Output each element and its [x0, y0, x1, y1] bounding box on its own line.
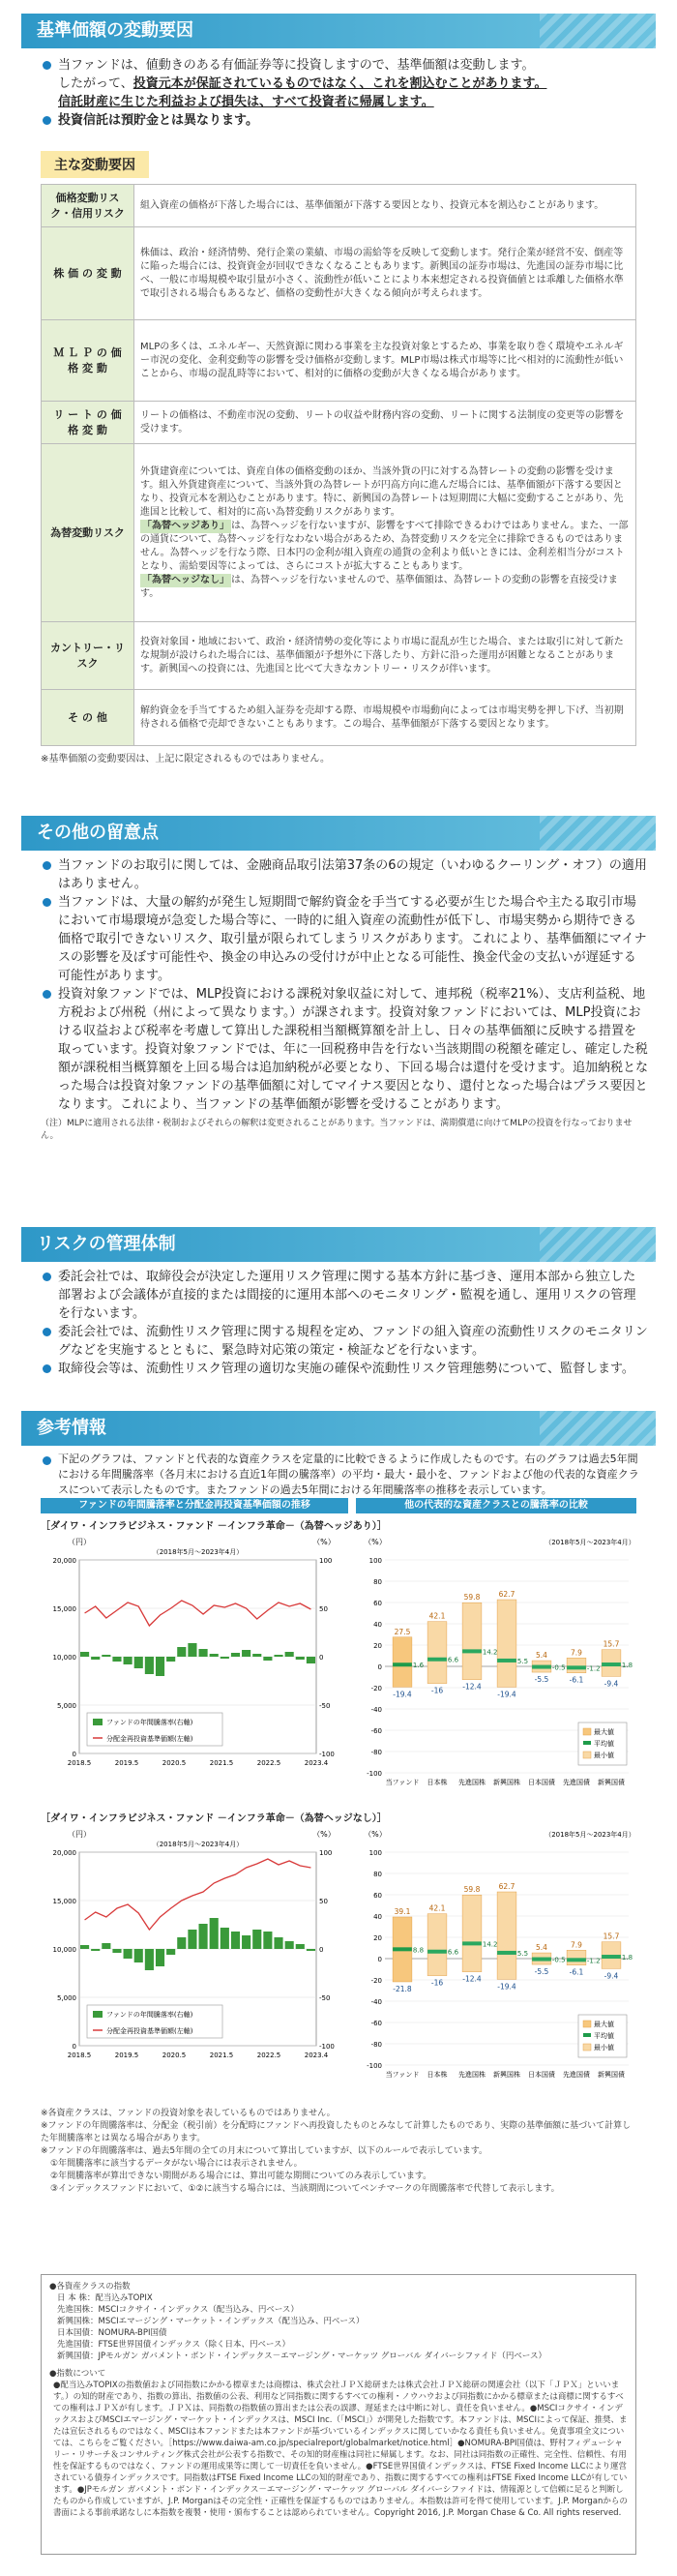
- chart1-title: ［ダイワ・インフラビジネス・ファンド －インフラ革命－（為替ヘッジあり）］: [41, 1521, 387, 1532]
- fund-return-bar: [296, 1657, 305, 1660]
- index-line: 先進国株：MSCIコクサイ・インデックス（配当込み、円ベース）: [57, 2305, 299, 2315]
- y-tick: 60: [373, 1892, 382, 1900]
- legend-bar-label: ファンドの年間騰落率(右軸): [106, 2011, 193, 2019]
- note-line: ③インデックスファンドにおいて、①②に該当する場合には、当該期間についてベンチマークの年間騰落率で代替して表示します。: [50, 2184, 560, 2194]
- chart2-title: ［ダイワ・インフラビジネス・ファンド －インフラ革命－（為替ヘッジなし）］: [41, 1813, 387, 1824]
- y-tick: -40: [370, 1706, 382, 1714]
- min-label: -6.1: [569, 1967, 584, 1977]
- avg-label: -0.5: [551, 1956, 566, 1964]
- legend-min-swatch: [583, 1752, 591, 1758]
- fund-return-bar: [102, 1655, 110, 1657]
- axis-unit-left: （円）: [68, 1830, 91, 1839]
- fund-return-bar: [263, 1932, 272, 1949]
- risk-value: MLPの多くは、エネルギー、天然資源に関わる事業を主な投資対象とするため、事業を取り巻く環境やエネルギー市況の変化、金利変動等の影響を受け価格が変動します。MLP市場は株式市場等に比べ相対的に流動性が低いことから、市場の混乱時等において、相対的に価格の変動が大きくなる場合があります。: [134, 320, 636, 402]
- table-row: [42, 320, 636, 402]
- y-tick: 0: [377, 1663, 382, 1671]
- bullet-board-oversight: 取締役会等は、流動性リスク管理の適切な実施の確保や流動性リスク管理態勢について、監督します。: [41, 1360, 648, 1378]
- bullet-deposit: [41, 111, 648, 130]
- risk-key: 為替変動リスク: [42, 444, 134, 622]
- risk-text: は、為替ヘッジを行ないますが、影響をすべて排除できるわけではありません。また、一部の通貨について、為替ヘッジを行なわない場合があるため、為替変動リスクを完全に排除できるものではありません。為替ヘッジを行なう際、日本円の金利が組入資産の通貨の金利より低いときには、金利差相当分がコストとなり、需給要因等によっては、さらにコストが拡大することもあります。: [140, 520, 629, 572]
- fund-return-bar: [242, 1935, 250, 1949]
- legend-avg: 平均値: [594, 1740, 614, 1748]
- hedge-label: 「為替ヘッジあり」: [142, 520, 229, 531]
- axis-unit-right: （%）: [312, 1538, 336, 1546]
- bullet-text: 投資信託は預貯金とは異なります。: [58, 113, 258, 128]
- y-tick: 60: [373, 1600, 382, 1607]
- min-label: -19.4: [393, 1690, 412, 1699]
- chart-period: （2018年5月〜2023年4月）: [545, 1539, 635, 1546]
- avg-label: 5.5: [516, 1657, 529, 1665]
- fund-return-bar: [252, 1930, 261, 1949]
- risk-text: は、為替ヘッジを行ないませんので、基準価額は、為替レートの変動の影響を直接受けます。: [140, 574, 618, 599]
- max-label: 15.7: [603, 1639, 620, 1649]
- fund-return-bar: [210, 1918, 219, 1949]
- category-label: 先進国株: [458, 1779, 486, 1786]
- avg-marker: [532, 1958, 551, 1962]
- x-tick: 2020.5: [162, 2052, 187, 2059]
- legend-max-swatch: [583, 2021, 591, 2027]
- x-tick: 2019.5: [114, 2052, 139, 2059]
- axis-unit: （%）: [364, 1538, 387, 1546]
- index-footnote-box: [41, 2274, 636, 2555]
- category-label: 新興国株: [493, 1779, 520, 1786]
- index-line: 新興国債：JPモルガン ガバメント・ボンド・インデックス－エマージング・マーケッツ グローバル ダイバーシファイド（円ベース）: [57, 2351, 546, 2361]
- y-tick: -60: [370, 1727, 382, 1735]
- avg-marker: [462, 1941, 482, 1945]
- risk-key: そ の 他: [42, 690, 134, 746]
- y-tick: 40: [373, 1913, 382, 1921]
- y-tick-left: 0: [72, 2043, 76, 2051]
- avg-label: -1.2: [586, 1664, 601, 1673]
- fund-return-bar: [252, 1654, 261, 1657]
- right-chart-heading: 他の代表的な資産クラスとの騰落率の比較: [356, 1498, 636, 1513]
- max-label: 62.7: [498, 1590, 515, 1600]
- y-tick-right: -100: [319, 1751, 335, 1758]
- y-tick-left: 10,000: [52, 1654, 76, 1662]
- y-tick-left: 10,000: [52, 1946, 76, 1954]
- legend-swatch-bar: [93, 2011, 103, 2018]
- section-title: その他の留意点: [21, 816, 656, 851]
- note-line: ※各資産クラスは、ファンドの投資対象を表しているものではありません。: [41, 2109, 336, 2118]
- avg-marker: [393, 1662, 412, 1666]
- fund-return-bar: [199, 1924, 208, 1949]
- avg-marker: [602, 1662, 621, 1666]
- x-tick: 2019.5: [114, 1759, 139, 1767]
- y-tick: 100: [368, 1849, 382, 1857]
- risk-key: 株 価 の 変 動: [42, 227, 134, 320]
- chart-period: （2018年5月〜2023年4月）: [545, 1831, 635, 1839]
- y-tick: 20: [373, 1642, 382, 1650]
- x-tick: 2018.5: [67, 1759, 92, 1767]
- note-line: ※ファンドの年間騰落率は、分配金（税引前）を分配時にファンドへ再投資したものとみなして計算したものであり、実際の基準価額に基づいて計算した年間騰落率とは異なる場合があります。: [41, 2121, 632, 2143]
- nav-line: [85, 1601, 311, 1626]
- risk-factor-table: [41, 184, 636, 746]
- avg-marker: [567, 1958, 586, 1962]
- range-bar: [497, 1892, 516, 1979]
- avg-label: 1.6: [412, 1662, 425, 1670]
- avg-marker: [427, 1658, 447, 1662]
- bullet-liquidity-rules: 委託会社では、流動性リスク管理に関する規程を定め、ファンドの組入資産の流動性リスクのモニタリングなどを実施するとともに、緊急時対応策の策定・検証などを行ないます。: [41, 1323, 648, 1360]
- fund-return-bar: [221, 1657, 229, 1659]
- footnote-heading: ●各資産クラスの指数: [49, 2282, 131, 2291]
- fund-return-bar: [112, 1949, 121, 1953]
- risk-value: 解約資金を手当てするため組入証券を売却する際、市場規模や市場動向によっては市場実勢を押し下げ、当初期待される価格で売却できないこともあります。この場合、基準価額が下落する要因となります。: [134, 690, 636, 746]
- avg-label: -0.5: [551, 1663, 566, 1672]
- bar-chart-unhedged: [356, 1823, 636, 2094]
- fund-return-bar: [166, 1949, 175, 1955]
- min-label: -21.8: [393, 1984, 412, 1993]
- range-bar: [567, 1658, 586, 1672]
- min-label: -19.4: [497, 1690, 516, 1699]
- category-label: 日本国債: [528, 2071, 555, 2079]
- category-label: 新興国債: [598, 2071, 625, 2079]
- bullet-text: したがって、: [58, 76, 133, 91]
- index-line: 日 本 株：配当込みTOPIX: [57, 2293, 153, 2303]
- fund-return-bar: [210, 1654, 219, 1657]
- y-tick-right: 0: [319, 1654, 324, 1662]
- avg-label: 6.6: [447, 1656, 459, 1664]
- legend-min: 最小値: [594, 2044, 614, 2052]
- y-tick-right: 100: [319, 1849, 333, 1857]
- avg-label: 1.8: [621, 1662, 633, 1670]
- chart-period: （2018年5月〜2023年4月）: [152, 1548, 244, 1556]
- section-reference: [0, 1411, 677, 1498]
- y-tick-left: 0: [72, 1751, 76, 1758]
- fund-return-bar: [80, 1945, 89, 1949]
- fund-return-bar: [221, 1928, 229, 1949]
- y-tick: 40: [373, 1621, 382, 1629]
- footnote-heading: ●指数について: [49, 2369, 106, 2379]
- max-label: 27.5: [394, 1627, 411, 1636]
- index-disclaimer: ●配当込みTOPIXの指数値および同指数にかかる標章または商標は、株式会社ＪＰＸ総研または株式会社ＪＰＸ総研の関連会社（以下「ＪＰＸ」といいます。）の知的財産であり、指数の算出、指数値の公表、利用など同指数に関するすべての権利・ノウハウおよび同指数にかかる標章または商標に関するすべての権利はＪＰＸが有します。ＪＰＸは、同指数の指数値の算出または公表の誤謬、遅延または中断に対し、責任を負いません。●MSCIコクサイ・インデックスおよびMSCIエマージング・マーケット・インデックスは、MSCI Inc.（「MSCI」）が開発した指数です。本ファンドは、MSCIによって保証、推奨、または宣伝されるものではなく、MSCIは本ファンドまたは本ファンドが基づいているインデックスに関していかなる責任も負いません。免責事項全文については、こちらをご覧ください。［https://www.daiwa-am.co.jp/specialreport/globalmarket/notice.html］●NOMURA-BPI国債は、野村フィデューシャリー・リサーチ＆コンサルティング株式会社が公表する指数で、その知的財産権は同社に帰属します。なお、同社は同指数の正確性、完全性、信頼性、有用性を保証するものではなく、ファンドの運用成果等に関して一切責任を負いません。●FTSE世界国債インデックスは、FTSE Fixed Income LLCにより運営されている債券インデックスです。同指数はFTSE Fixed Income LLCの知的財産であり、指数に関するすべての権利はFTSE Fixed Income LLCが有しています。●JPモルガン ガバメント・ボンド・インデックス－エマージング・マーケッツ グローバル ダイバーシファイドは、情報源として信頼に足ると判断したものから作成していますが、J.P. Morganはその完全性・正確性を保証するものではありません。本指数は許可を得て使用しています。J.P. Morganからの書面による事前承諾なしに本指数を複製・使用・頒布することは認められていません。Copyright 2016, J.P. Morgan Chase & Co. All rights reserved.: [53, 2381, 628, 2518]
- min-label: -16: [430, 1686, 444, 1695]
- fund-return-bar: [177, 1937, 186, 1949]
- fund-return-bar: [242, 1650, 250, 1657]
- fund-return-bar: [285, 1652, 294, 1657]
- fund-return-bar: [274, 1937, 282, 1949]
- category-label: 先進国債: [563, 1779, 590, 1786]
- bullet-cooling-off: 当ファンドのお取引に関しては、金融商品取引法第37条の6の規定（いわゆるクーリング・オフ）の適用はありません。: [41, 856, 648, 893]
- index-line: 日本国債：NOMURA-BPI国債: [57, 2328, 167, 2338]
- avg-marker: [532, 1665, 551, 1669]
- risk-key: 価格変動リスク・信用リスク: [42, 185, 134, 227]
- min-label: -12.4: [462, 1974, 482, 1984]
- hedge-label: 「為替ヘッジなし」: [142, 574, 229, 585]
- category-label: 先進国債: [563, 2071, 590, 2079]
- max-label: 5.4: [536, 1943, 547, 1953]
- legend-bar-label: ファンドの年間騰落率(右軸): [106, 1719, 193, 1726]
- note-line: ②年間騰落率が算出できない期間がある場合には、算出可能な期間についてのみ表示しています。: [50, 2172, 432, 2181]
- max-label: 42.1: [428, 1611, 446, 1621]
- y-tick-left: 15,000: [52, 1898, 76, 1905]
- risk-key: カントリー・リスク: [42, 622, 134, 690]
- reference-intro: 下記のグラフは、ファンドと代表的な資産クラスを定量的に比較できるように作成したものです。右のグラフは過去5年間における年間騰落率（各月末における直近1年間の騰落率）の平均・最大・最小を、ファンドおよび他の代表的な資産クラスについて表示したものです。またファンドの過去5年間における年間騰落率の推移を表示しています。: [41, 1452, 648, 1498]
- y-tick-right: 0: [319, 1946, 324, 1954]
- fund-return-bar: [102, 1943, 110, 1949]
- range-bar: [567, 1950, 586, 1964]
- axis-unit-right: （%）: [312, 1830, 336, 1839]
- fund-return-bar: [285, 1941, 294, 1949]
- line-chart-unhedged: [41, 1823, 348, 2094]
- fund-return-bar: [274, 1655, 282, 1657]
- left-chart-heading: ファンドの年間騰落率と分配金再投資基準価額の推移: [41, 1498, 348, 1513]
- index-line: 新興国株：MSCIエマージング・マーケット・インデックス（配当込み、円ベース）: [57, 2317, 365, 2326]
- risk-value: リートの価格は、不動産市況の変動、リートの収益や財務内容の変動、リートに関する法制度の変更等の影響を受けます。: [134, 402, 636, 444]
- y-tick-left: 15,000: [52, 1605, 76, 1613]
- axis-unit: （%）: [364, 1830, 387, 1839]
- category-label: 日本株: [427, 1779, 448, 1786]
- table-row: [42, 402, 636, 444]
- x-tick: 2021.5: [209, 2052, 234, 2059]
- bar-chart-hedged: [356, 1531, 636, 1802]
- min-label: -9.4: [603, 1679, 619, 1689]
- y-tick-left: 5,000: [56, 1994, 76, 2002]
- legend-avg-swatch: [583, 1741, 591, 1745]
- category-label: 新興国株: [493, 2071, 520, 2079]
- section-volatility: [0, 14, 677, 764]
- min-label: -5.5: [534, 1967, 549, 1977]
- y-tick-right: 100: [319, 1557, 333, 1565]
- bullet-text: 当ファンドは、値動きのある有価証券等に投資しますので、基準価額は変動します。: [58, 58, 535, 73]
- risk-key: リ ー ト の 価 格 変 動: [42, 402, 134, 444]
- reference-notes: [41, 2108, 636, 2196]
- fund-return-bar: [112, 1657, 121, 1662]
- fund-return-bar: [166, 1657, 175, 1662]
- x-tick: 2023.4: [304, 2052, 329, 2059]
- range-bar: [497, 1600, 516, 1687]
- bullet-emphasis: 投資元本が保証されているものではなく、これを割込むことがあります。: [132, 76, 547, 91]
- y-tick: -20: [370, 1977, 382, 1985]
- bullet-risk-policy: 委託会社では、取締役会が決定した運用リスク管理に関する基本方針に基づき、運用本部から独立した部署および会議体が直接的または間接的に運用本部へのモニタリング・監視を通し、運用リスクの管理を行ないます。: [41, 1268, 648, 1323]
- fund-return-bar: [91, 1949, 100, 1951]
- risk-value: [134, 444, 636, 622]
- max-label: 15.7: [603, 1932, 620, 1941]
- fund-return-bar: [231, 1653, 240, 1657]
- range-bar: [427, 1622, 447, 1684]
- y-tick: -100: [367, 2062, 382, 2070]
- min-label: -6.1: [569, 1675, 584, 1685]
- max-label: 59.8: [463, 1885, 481, 1895]
- avg-label: 1.8: [621, 1954, 633, 1962]
- risk-text: 外貨建資産については、資産自体の価格変動のほか、当該外貨の円に対する為替レートの変動の影響を受けます。組入外貨建資産について、当該外貨の為替レートが円高方向に進んだ場合には、基準価額が下落する要因となり、投資元本を割込むことがあります。特に、新興国の為替レートは短期間に大幅に変動することがあり、先進国と比較して、相対的に高い為替変動リスクがあります。: [140, 465, 624, 518]
- min-label: -5.5: [534, 1675, 549, 1685]
- avg-marker: [462, 1649, 482, 1653]
- y-tick: 80: [373, 1871, 382, 1878]
- fund-return-bar: [145, 1657, 154, 1674]
- table-row: [42, 185, 636, 227]
- line-chart-hedged: [41, 1531, 348, 1802]
- legend-max-swatch: [583, 1728, 591, 1735]
- fund-return-bar: [231, 1932, 240, 1949]
- category-label: 当ファンド: [385, 2071, 420, 2079]
- section-title: 基準価額の変動要因: [21, 14, 656, 48]
- bullet-mlp-tax: 投資対象ファンドでは、MLP投資における課税対象収益に対して、連邦税（税率21%）、支店利益税、地方税および州税（州によって異なります。）が課されます。投資対象ファンドにおいては、MLP投資における収益および税率を考慮して算出した課税相当額概算額を計上し、日々の基準価額に反映する措置を取っています。投資対象ファンドでは、年に一回税務申告を行ない当該期間の税額を確定し、確定した税額が課税相当概算額を上回る場合は追加納税が必要となり、下回る場合は還付を受けます。追加納税となった場合は投資対象ファンドの基準価額に対してマイナス要因となり、還付となった場合はプラス要因となります。これにより、当ファンドの基準価額が影響を受けることがあります。: [41, 985, 648, 1114]
- legend-min: 最小値: [594, 1752, 614, 1759]
- legend-min-swatch: [583, 2044, 591, 2051]
- category-label: 当ファンド: [385, 1779, 420, 1786]
- category-label: 先進国株: [458, 2071, 486, 2079]
- max-label: 7.9: [571, 1940, 582, 1950]
- avg-label: 6.6: [447, 1948, 459, 1957]
- y-tick: 100: [368, 1557, 382, 1565]
- y-tick: -80: [370, 2041, 382, 2049]
- max-label: 39.1: [394, 1906, 411, 1916]
- axis-unit-left: （円）: [68, 1538, 91, 1546]
- fund-return-bar: [134, 1657, 143, 1668]
- x-tick: 2018.5: [67, 2052, 92, 2059]
- table-row: [42, 444, 636, 622]
- fund-return-bar: [124, 1657, 132, 1664]
- note-line: ※ファンドの年間騰落率は、過去5年間の全ての月末について算出していますが、以下のルールで表示しています。: [41, 2146, 488, 2156]
- avg-marker: [497, 1659, 516, 1662]
- x-tick: 2022.5: [256, 1759, 281, 1767]
- fund-return-bar: [307, 1949, 315, 1951]
- min-label: -16: [430, 1978, 444, 1988]
- legend-max: 最大値: [594, 1728, 614, 1736]
- category-label: 日本株: [427, 2071, 448, 2079]
- avg-label: 5.5: [516, 1949, 529, 1958]
- min-label: -19.4: [497, 1982, 516, 1992]
- fund-return-bar: [177, 1647, 186, 1657]
- fund-return-bar: [296, 1944, 305, 1949]
- fund-return-bar: [80, 1652, 89, 1657]
- section-risk-management: [0, 1227, 677, 1378]
- y-tick-right: -100: [319, 2043, 335, 2051]
- table-row: [42, 227, 636, 320]
- legend-max: 最大値: [594, 2021, 614, 2028]
- avg-marker: [602, 1955, 621, 1959]
- table-row: [42, 690, 636, 746]
- risk-key: Ｍ Ｌ Ｐ の 価 格 変 動: [42, 320, 134, 402]
- nav-line: [85, 1859, 311, 1930]
- risk-value: 株価は、政治・経済情勢、発行企業の業績、市場の需給等を反映して変動します。発行企業が経営不安、倒産等に陥った場合には、投資資金が回収できなくなることもあります。新興国の証券市場は、先進国の証券市場に比べ、一般に市場規模や取引量が小さく、流動性が低いことにより本来想定される投資価値とは乖離した価格水準で取引される場合もあるなど、価格の変動性が大きくなる傾向が考えられます。: [134, 227, 636, 320]
- y-tick: 20: [373, 1934, 382, 1942]
- fund-return-bar: [199, 1649, 208, 1657]
- avg-marker: [567, 1665, 586, 1669]
- sub-heading: 主な変動要因: [41, 151, 149, 178]
- fund-return-bar: [188, 1930, 196, 1949]
- mlp-note: （注）MLPに適用される法律・税制およびそれらの解釈は変更されることがあります。当ファンドは、満期償還に向けてMLPの投資を行なっておりません。: [41, 1119, 633, 1141]
- range-bar: [462, 1895, 482, 1971]
- section-other-notes: [0, 816, 677, 1143]
- avg-marker: [427, 1950, 447, 1954]
- avg-label: 8.8: [412, 1946, 425, 1955]
- x-tick: 2023.4: [304, 1759, 329, 1767]
- note-line: ①年間騰落率に該当するデータがない場合には表示されません。: [50, 2159, 303, 2169]
- fund-return-bar: [156, 1949, 164, 1966]
- bullet-liquidity: 当ファンドは、大量の解約が発生し短期間で解約資金を手当てする必要が生じた場合や主たる取引市場において市場環境が急変した場合等に、一時的に組入資産の流動性が低下し、市場実勢から期待できる価格で取引できないリスク、取引量が限られてしまうリスクがあります。これにより、基準価額にマイナスの影響を及ぼす可能性や、換金の申込みの受付けが中止となる可能性、換金代金の支払いが遅延する可能性があります。: [41, 893, 648, 985]
- chart-period: （2018年5月〜2023年4月）: [152, 1841, 244, 1848]
- index-line: 先進国債：FTSE世界国債インデックス（除く日本、円ベース）: [57, 2340, 291, 2350]
- max-label: 7.9: [571, 1648, 582, 1658]
- y-tick-left: 20,000: [52, 1557, 76, 1565]
- y-tick: 0: [377, 1956, 382, 1963]
- avg-label: 14.2: [482, 1648, 498, 1657]
- avg-label: -1.2: [586, 1957, 601, 1965]
- section-title: リスクの管理体制: [21, 1227, 656, 1262]
- legend-swatch-bar: [93, 1719, 103, 1725]
- y-tick-right: -50: [319, 1702, 331, 1710]
- risk-value: 投資対象国・地域において、政治・経済情勢の変化等により市場に混乱が生じた場合、または取引に対して新たな規制が設けられた場合には、基準価額が予想外に下落したり、方針に沿った運用が困難となることがあります。新興国への投資には、先進国と比べて大きなカントリー・リスクが伴います。: [134, 622, 636, 690]
- legend-avg-swatch: [583, 2033, 591, 2037]
- y-tick-left: 5,000: [56, 1702, 76, 1710]
- max-label: 42.1: [428, 1903, 446, 1913]
- fund-return-bar: [188, 1643, 196, 1657]
- bullet-emphasis: 信託財産に生じた利益および損失は、すべて投資者に帰属します。: [58, 95, 434, 109]
- risk-value: 組入資産の価格が下落した場合には、基準価額が下落する要因となり、投資元本を割込むことがあります。: [134, 185, 636, 227]
- y-tick-left: 20,000: [52, 1849, 76, 1857]
- y-tick: 80: [373, 1578, 382, 1586]
- range-bar: [427, 1914, 447, 1976]
- max-label: 59.8: [463, 1593, 481, 1603]
- bullet-volatility: [41, 56, 648, 111]
- range-bar: [393, 1637, 412, 1688]
- risk-note: ※基準価額の変動要因は、上記に限定されるものではありません。: [41, 754, 330, 764]
- min-label: -12.4: [462, 1682, 482, 1692]
- category-label: 新興国債: [598, 1779, 625, 1786]
- y-tick: -100: [367, 1770, 382, 1778]
- x-tick: 2022.5: [256, 2052, 281, 2059]
- fund-return-bar: [307, 1657, 315, 1663]
- fund-return-bar: [156, 1657, 164, 1676]
- y-tick: -20: [370, 1685, 382, 1692]
- legend-line-label: 分配金再投資基準価額(左軸): [106, 2027, 193, 2035]
- fund-return-bar: [263, 1657, 272, 1661]
- legend-avg: 平均値: [594, 2032, 614, 2040]
- category-label: 日本国債: [528, 1779, 555, 1786]
- y-tick: -80: [370, 1749, 382, 1756]
- avg-marker: [497, 1951, 516, 1955]
- y-tick-right: -50: [319, 1994, 331, 2002]
- y-tick-right: 50: [319, 1898, 328, 1905]
- y-tick: -40: [370, 1998, 382, 2006]
- avg-label: 14.2: [482, 1940, 498, 1949]
- section-title: 参考情報: [21, 1411, 656, 1446]
- fund-return-bar: [134, 1949, 143, 1962]
- fund-return-bar: [145, 1949, 154, 1970]
- x-tick: 2020.5: [162, 1759, 187, 1767]
- max-label: 62.7: [498, 1882, 515, 1892]
- legend-line-label: 分配金再投資基準価額(左軸): [106, 1735, 193, 1743]
- x-tick: 2021.5: [209, 1759, 234, 1767]
- fund-return-bar: [91, 1657, 100, 1660]
- min-label: -9.4: [603, 1971, 619, 1981]
- max-label: 5.4: [536, 1651, 547, 1661]
- y-tick-right: 50: [319, 1605, 328, 1613]
- y-tick: -60: [370, 2020, 382, 2027]
- table-row: [42, 622, 636, 690]
- avg-marker: [393, 1947, 412, 1951]
- range-bar: [462, 1603, 482, 1679]
- fund-return-bar: [124, 1949, 132, 1959]
